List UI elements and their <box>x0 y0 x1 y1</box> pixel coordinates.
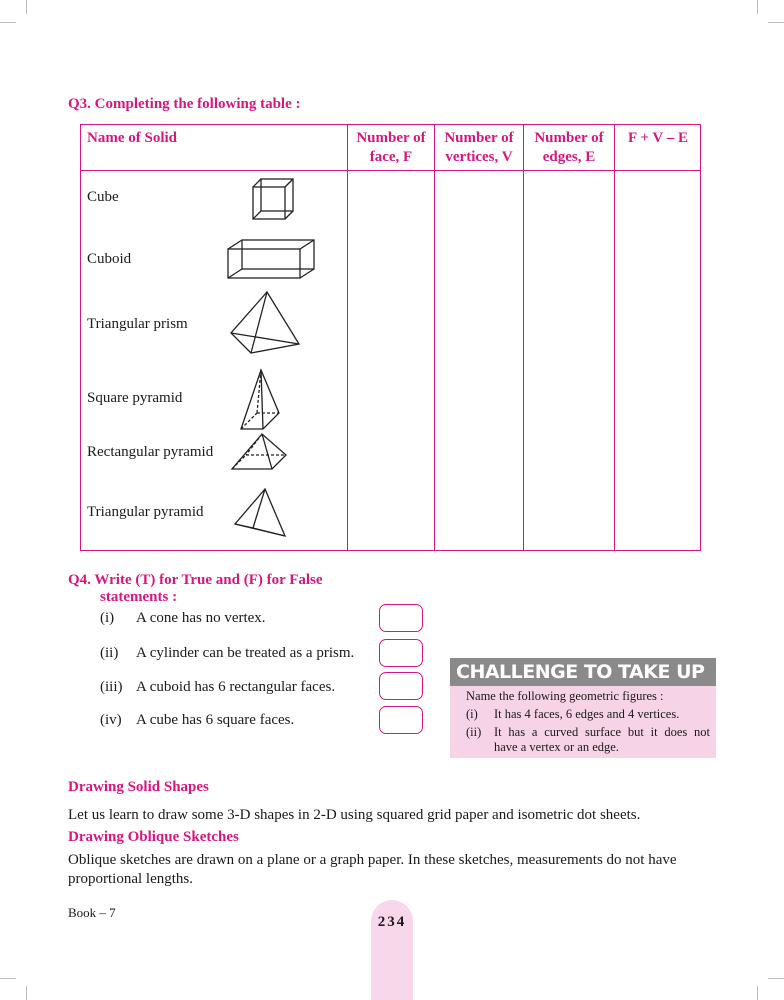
q4-statement-text: A cylinder can be treated as a prism. <box>136 645 355 661</box>
challenge-box <box>450 658 716 758</box>
q4-statement <box>100 712 294 729</box>
q4-statement <box>100 679 335 696</box>
section-text: Let us learn to draw some 3-D shapes in 2-D using squared grid paper and isometric dot sheets. <box>68 807 641 823</box>
solid-name-cube: Cube <box>87 189 119 205</box>
section-heading: Drawing Solid Shapes <box>68 779 209 795</box>
challenge-intro: Name the following geometric figures : <box>466 689 664 703</box>
q4-statement-number: (ii) <box>100 645 119 661</box>
q4-statement-text: A cuboid has 6 rectangular faces. <box>136 679 336 695</box>
q4-statement-number: (i) <box>100 610 115 626</box>
challenge-title: CHALLENGE TO TAKE UP <box>450 658 716 686</box>
answer-box-i[interactable] <box>379 604 423 632</box>
book-label: Book – 7 <box>68 905 116 920</box>
q4-title-continued: statements : <box>100 589 178 605</box>
answer-box-iv[interactable] <box>379 706 423 734</box>
q4-statement-number: (iii) <box>100 679 123 695</box>
header-faces: Number of face, F <box>356 130 426 165</box>
q4-statement-number: (iv) <box>100 712 122 728</box>
solid-name-cuboid: Cuboid <box>87 251 132 267</box>
table-column-divider <box>434 125 435 550</box>
solid-name-square-pyramid: Square pyramid <box>87 390 183 406</box>
paragraph-line: proportional lengths. <box>68 871 193 887</box>
triangular-prism-figure <box>227 289 303 357</box>
q4-statement <box>100 645 354 662</box>
crop-mark <box>768 978 784 979</box>
crop-mark <box>0 978 16 979</box>
table-column-divider <box>614 125 615 550</box>
solid-name-rectangular-pyramid: Rectangular pyramid <box>87 444 214 460</box>
table-column-divider <box>523 125 524 550</box>
table-column-divider <box>347 125 348 550</box>
subsection-heading: Drawing Oblique Sketches <box>68 829 239 845</box>
q4-statement <box>100 610 266 627</box>
table-header-divider <box>81 170 700 171</box>
challenge-item-text: It has a curved surface but it does not <box>494 725 710 739</box>
solids-table <box>80 124 701 551</box>
challenge-item-number: (i) <box>466 707 478 721</box>
q3-title: Q3. Completing the following table : <box>68 96 301 112</box>
crop-mark <box>26 0 27 14</box>
page-number: 234 <box>377 914 407 930</box>
challenge-item-text: It has 4 faces, 6 edges and 4 vertices. <box>494 707 680 721</box>
answer-box-ii[interactable] <box>379 639 423 667</box>
header-formula: F + V – E <box>628 130 688 146</box>
cuboid-figure <box>224 237 319 282</box>
solid-name-triangular-prism: Triangular prism <box>87 316 188 332</box>
crop-mark <box>26 986 27 1000</box>
q4-statement-text: A cube has 6 square faces. <box>136 712 295 728</box>
header-vertices: Number of vertices, V <box>444 130 514 165</box>
crop-mark <box>768 22 784 23</box>
crop-mark <box>757 986 758 1000</box>
triangular-pyramid-figure <box>231 486 289 540</box>
answer-box-iii[interactable] <box>379 672 423 700</box>
challenge-item-number: (ii) <box>466 725 482 739</box>
cube-figure <box>249 175 299 225</box>
solid-name-triangular-pyramid: Triangular pyramid <box>87 504 204 520</box>
rectangular-pyramid-figure <box>228 431 290 473</box>
paragraph-line: Oblique sketches are drawn on a plane or a graph paper. In these sketches, measurements do not have <box>68 852 677 868</box>
crop-mark <box>757 0 758 14</box>
header-edges: Number of edges, E <box>534 130 604 165</box>
challenge-item-text-continued: have a vertex or an edge. <box>494 740 619 754</box>
square-pyramid-figure <box>237 367 283 433</box>
crop-mark <box>0 22 16 23</box>
q4-title: Q4. Write (T) for True and (F) for False <box>68 572 323 588</box>
q4-statement-text: A cone has no vertex. <box>136 610 266 626</box>
header-name-of-solid: Name of Solid <box>87 130 177 146</box>
